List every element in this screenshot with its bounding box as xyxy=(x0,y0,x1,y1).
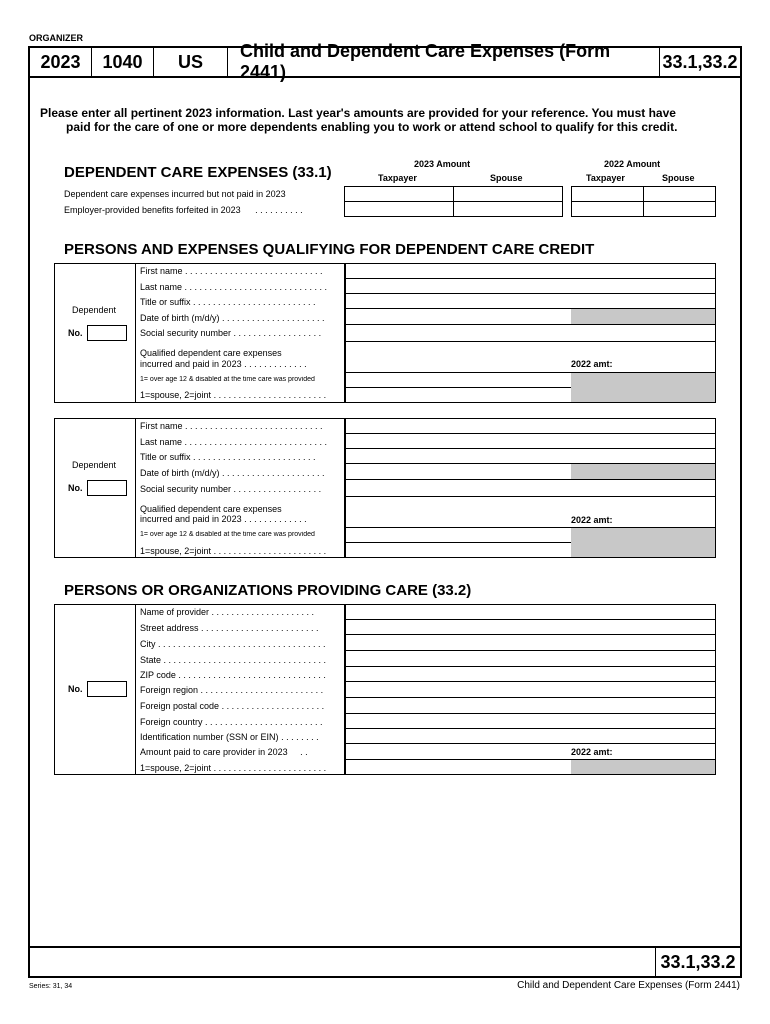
provider-foreign-region-label: Foreign region . . . . . . . . . . . . . . . . . . . . . . . . . xyxy=(140,685,324,695)
dep2-over12-label: 1= over age 12 & disabled at the time care was provided xyxy=(140,531,315,538)
page-title: Child and Dependent Care Expenses (Form 2441) xyxy=(228,48,660,76)
dep2-dob-label: Date of birth (m/d/y) . . . . . . . . . . . . . . . . . . . . . xyxy=(140,468,325,478)
form-number: 1040 xyxy=(92,48,154,76)
form-header xyxy=(28,41,742,82)
page-code: 33.1,33.2 xyxy=(662,51,738,72)
series-label: Series: 31, 34 xyxy=(29,983,73,990)
dep2-ssn-label: Social security number . . . . . . . . . . . . . . . . . . xyxy=(140,484,322,494)
provider-foreign-postal-field[interactable] xyxy=(344,697,716,714)
provider-name-field[interactable] xyxy=(344,604,716,620)
provider-id-number-field[interactable] xyxy=(344,728,716,744)
provider-id-number-label: Identification number (SSN or EIN) . . . . . . . . xyxy=(140,732,319,742)
dep1-dob-label: Date of birth (m/d/y) . . . . . . . . . . . . . . . . . . . . . xyxy=(140,313,325,323)
dep2-first-name-field[interactable] xyxy=(344,418,716,434)
dep2-qualified-label-1: Qualified dependent care expenses xyxy=(140,504,282,514)
dep1-qualified-label-1: Qualified dependent care expenses xyxy=(140,348,282,358)
dep1-last-name-label: Last name . . . . . . . . . . . . . . . . . . . . . . . . . . . . . xyxy=(140,282,328,292)
provider-street-field[interactable] xyxy=(344,619,716,635)
dep2-prior-shade xyxy=(571,528,715,557)
dep2-2022-amt-label: 2022 amt: xyxy=(571,515,613,525)
dep2-ssn-field[interactable] xyxy=(344,479,716,497)
dep1-first-name-label: First name . . . . . . . . . . . . . . . . . . . . . . . . . . . . xyxy=(140,266,323,276)
dep1-spouse-joint-label: 1=spouse, 2=joint . . . . . . . . . . . . . . . . . . . . . . . xyxy=(140,390,327,400)
dep2-last-name-field[interactable] xyxy=(344,433,716,449)
dependent-1-label: Dependent xyxy=(72,305,117,315)
unpaid-taxpayer-2023-field[interactable] xyxy=(344,186,454,202)
provider-foreign-region-field[interactable] xyxy=(344,681,716,698)
unpaid-spouse-2023-field[interactable] xyxy=(453,186,563,202)
dep2-qualified-label-2: incurred and paid in 2023 . . . . . . . . . . . . . xyxy=(140,514,307,524)
qualifying-heading: PERSONS AND EXPENSES QUALIFYING FOR DEPENDENT CARE CREDIT xyxy=(64,241,595,258)
col-spouse-2022: Spouse xyxy=(662,173,695,183)
dep1-over12-label: 1= over age 12 & disabled at the time care was provided xyxy=(140,376,315,383)
instructions xyxy=(40,106,730,134)
dep1-title-field[interactable] xyxy=(344,293,716,309)
provider-no-label: No. xyxy=(68,684,83,694)
dep1-first-name-field[interactable] xyxy=(344,263,716,279)
dep2-last-name-label: Last name . . . . . . . . . . . . . . . . . . . . . . . . . . . . . xyxy=(140,437,328,447)
providers-heading: PERSONS OR ORGANIZATIONS PROVIDING CARE (33.2) xyxy=(64,582,472,599)
instructions-line-2: paid for the care of one or more dependents enabling you to work or attend school to qualify for this credit. xyxy=(66,120,678,134)
dep1-qualified-expenses-field[interactable] xyxy=(344,341,716,373)
provider-number-field[interactable] xyxy=(87,681,127,697)
dep1-last-name-field[interactable] xyxy=(344,278,716,294)
provider-foreign-country-field[interactable] xyxy=(344,713,716,729)
provider-name-label: Name of provider . . . . . . . . . . . . . . . . . . . . . xyxy=(140,607,315,617)
footer-form-name: Child and Dependent Care Expenses (Form 2441) xyxy=(517,980,740,991)
dep1-dob-prior-shade xyxy=(571,309,715,324)
col-taxpayer-2022: Taxpayer xyxy=(586,173,625,183)
provider-zip-field[interactable] xyxy=(344,666,716,682)
provider-prior-shade xyxy=(571,760,715,774)
provider-amount-label: Amount paid to care provider in 2023 . . xyxy=(140,747,308,757)
col-2022-amount: 2022 Amount xyxy=(604,159,661,169)
col-spouse-2023: Spouse xyxy=(490,173,523,183)
dep2-spouse-joint-label: 1=spouse, 2=joint . . . . . . . . . . . . . . . . . . . . . . . xyxy=(140,546,327,556)
dependent-2-number-field[interactable] xyxy=(87,480,127,496)
dep1-ssn-field[interactable] xyxy=(344,324,716,342)
col-taxpayer-2023: Taxpayer xyxy=(378,173,417,183)
dep1-2022-amt-label: 2022 amt: xyxy=(571,359,613,369)
provider-zip-label: ZIP code . . . . . . . . . . . . . . . . . . . . . . . . . . . . . . xyxy=(140,670,326,680)
instructions-line-1: Please enter all pertinent 2023 information. Last year's amounts are provided for your reference. You must have xyxy=(40,106,676,120)
dependent-1-number-field[interactable] xyxy=(87,325,127,341)
dep2-qualified-expenses-field[interactable] xyxy=(344,496,716,528)
provider-street-label: Street address . . . . . . . . . . . . . . . . . . . . . . . . xyxy=(140,623,319,633)
dependent-2-no-label: No. xyxy=(68,483,83,493)
provider-state-field[interactable] xyxy=(344,650,716,667)
expenses-row-label-2 xyxy=(64,205,303,215)
expenses-heading: DEPENDENT CARE EXPENSES (33.1) xyxy=(64,164,332,181)
dep2-title-label: Title or suffix . . . . . . . . . . . . . . . . . . . . . . . . . xyxy=(140,452,316,462)
provider-city-field[interactable] xyxy=(344,634,716,651)
unpaid-taxpayer-2022-field xyxy=(571,186,644,202)
dep2-first-name-label: First name . . . . . . . . . . . . . . . . . . . . . . . . . . . . xyxy=(140,421,323,431)
dep1-prior-shade xyxy=(571,373,715,402)
forfeited-taxpayer-2023-field[interactable] xyxy=(344,201,454,217)
organizer-label: ORGANIZER xyxy=(29,33,83,43)
forfeited-taxpayer-2022-field xyxy=(571,201,644,217)
col-2023-amount: 2023 Amount xyxy=(414,159,471,169)
provider-spouse-joint-label: 1=spouse, 2=joint . . . . . . . . . . . . . . . . . . . . . . . xyxy=(140,763,327,773)
dep2-title-field[interactable] xyxy=(344,448,716,464)
forfeited-spouse-2022-field xyxy=(643,201,716,217)
tax-year: 2023 xyxy=(30,48,92,76)
dep2-dob-prior-shade xyxy=(571,464,715,479)
provider-city-label: City . . . . . . . . . . . . . . . . . . . . . . . . . . . . . . . . . . xyxy=(140,639,326,649)
dependent-2-label: Dependent xyxy=(72,460,117,470)
expenses-row-2-text: Employer-provided benefits forfeited in 2023 xyxy=(64,205,241,215)
provider-amount-field[interactable] xyxy=(344,743,716,760)
provider-state-label: State . . . . . . . . . . . . . . . . . . . . . . . . . . . . . . . . . xyxy=(140,655,327,665)
provider-2022-amt-label: 2022 amt: xyxy=(571,747,613,757)
provider-foreign-postal-label: Foreign postal code . . . . . . . . . . . . . . . . . . . . . xyxy=(140,701,325,711)
footer-code: 33.1,33.2 xyxy=(655,948,740,976)
expenses-row-2-dots: . . . . . . . . . . xyxy=(255,205,303,215)
dep1-qualified-label-2: incurred and paid in 2023 . . . . . . . . . . . . . xyxy=(140,359,307,369)
dependent-1-no-label: No. xyxy=(68,328,83,338)
dep1-title-label: Title or suffix . . . . . . . . . . . . . . . . . . . . . . . . . xyxy=(140,297,316,307)
footer-bar xyxy=(28,946,742,978)
expenses-row-label-1: Dependent care expenses incurred but not paid in 2023 xyxy=(64,189,286,199)
forfeited-spouse-2023-field[interactable] xyxy=(453,201,563,217)
jurisdiction: US xyxy=(154,48,228,76)
unpaid-spouse-2022-field xyxy=(643,186,716,202)
provider-foreign-country-label: Foreign country . . . . . . . . . . . . . . . . . . . . . . . . xyxy=(140,717,323,727)
dep1-ssn-label: Social security number . . . . . . . . . . . . . . . . . . xyxy=(140,328,322,338)
